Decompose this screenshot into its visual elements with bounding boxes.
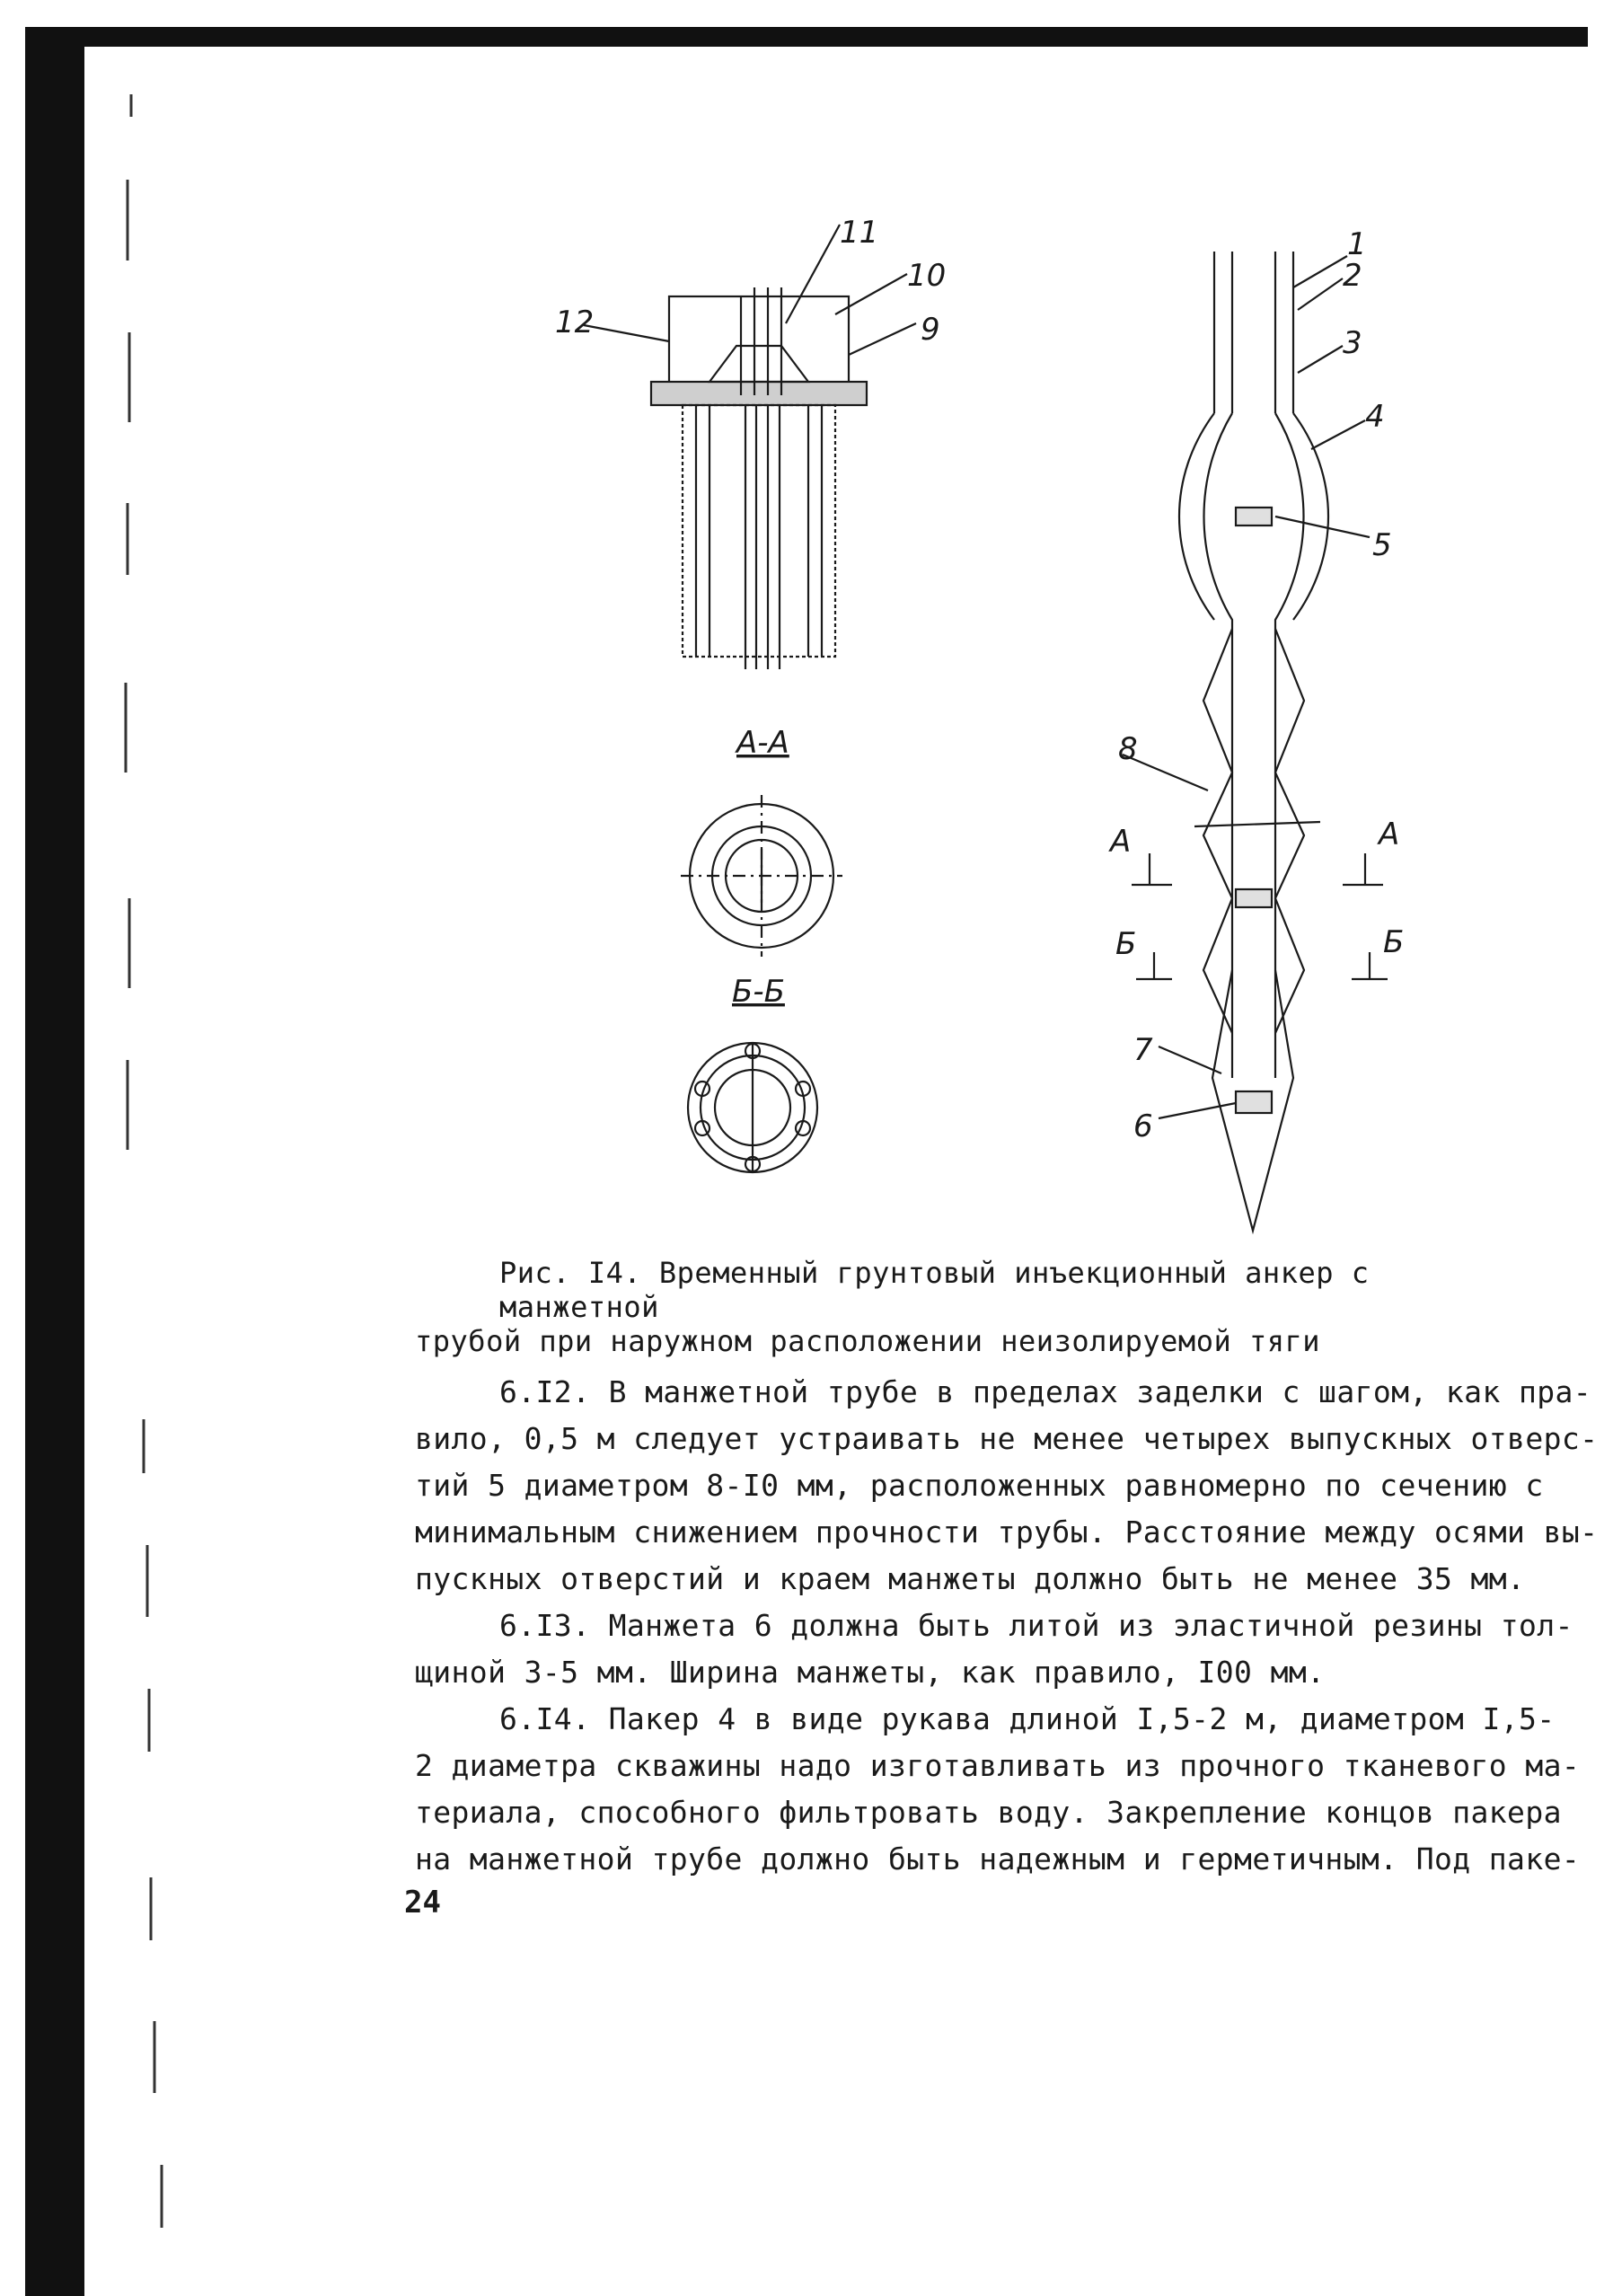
text-line: 6.I2. В манжетной трубе в пределах заделки с шагом, как пра- xyxy=(499,1374,1592,1409)
caption-line-2: трубой при наружном расположении неизолируемой тяги xyxy=(415,1324,1321,1358)
text-line: пускных отверстий и краем манжеты должно быть не менее 35 мм. xyxy=(415,1561,1526,1596)
text-line: щиной 3-5 мм. Ширина манжеты, как правило, I00 мм. xyxy=(415,1655,1326,1690)
label-7: 7 xyxy=(1133,1032,1153,1068)
text-line: на манжетной трубе должно быть надежным и герметичным. Под паке- xyxy=(415,1841,1581,1877)
label-5: 5 xyxy=(1372,527,1392,563)
caption-line-1: Рис. I4. Временный грунтовый инъекционный анкер с манжетной xyxy=(499,1256,1370,1324)
cut-b-right: Б xyxy=(1383,924,1405,960)
label-1: 1 xyxy=(1347,226,1367,262)
section-bb-drawing xyxy=(688,1042,817,1173)
text-line: 2 диаметра скважины надо изготавливать из прочного тканевого ма- xyxy=(415,1748,1581,1783)
section-bb-title: Б-Б xyxy=(732,974,785,1010)
label-11: 11 xyxy=(840,215,879,251)
label-4: 4 xyxy=(1365,399,1385,435)
body-text xyxy=(415,1369,1599,1883)
cut-a-left: А xyxy=(1110,824,1132,860)
text-line: 6.I4. Пакер 4 в виде рукава длиной I,5-2 м, диаметром I,5- xyxy=(499,1701,1556,1736)
text-line: минимальным снижением прочности трубы. Расстояние между осями вы- xyxy=(415,1514,1599,1550)
text-line: тий 5 диаметром 8-I0 мм, расположенных равномерно по сечению с xyxy=(415,1468,1544,1503)
cut-b-left: Б xyxy=(1115,926,1137,962)
anchor-body-drawing xyxy=(1123,252,1388,1231)
section-aa-title: А-А xyxy=(736,725,789,761)
label-12: 12 xyxy=(555,305,595,340)
text-line: вило, 0,5 м следует устраивать не менее четырех выпускных отверс- xyxy=(415,1421,1599,1456)
label-3: 3 xyxy=(1343,325,1362,361)
label-9: 9 xyxy=(921,312,940,348)
cut-a-right: А xyxy=(1379,817,1400,852)
label-6: 6 xyxy=(1133,1108,1153,1144)
text-line: 6.I3. Манжета 6 должна быть литой из эластичной резины тол- xyxy=(499,1608,1573,1643)
anchor-head-drawing xyxy=(584,225,916,669)
text-line: териала, способного фильтровать воду. Закрепление концов пакера xyxy=(415,1795,1562,1830)
figure-caption xyxy=(415,1256,1547,1358)
page-number: 24 xyxy=(404,1885,441,1921)
section-aa-drawing xyxy=(681,795,842,957)
label-8: 8 xyxy=(1118,731,1138,767)
label-2: 2 xyxy=(1343,258,1362,294)
label-10: 10 xyxy=(907,258,947,294)
